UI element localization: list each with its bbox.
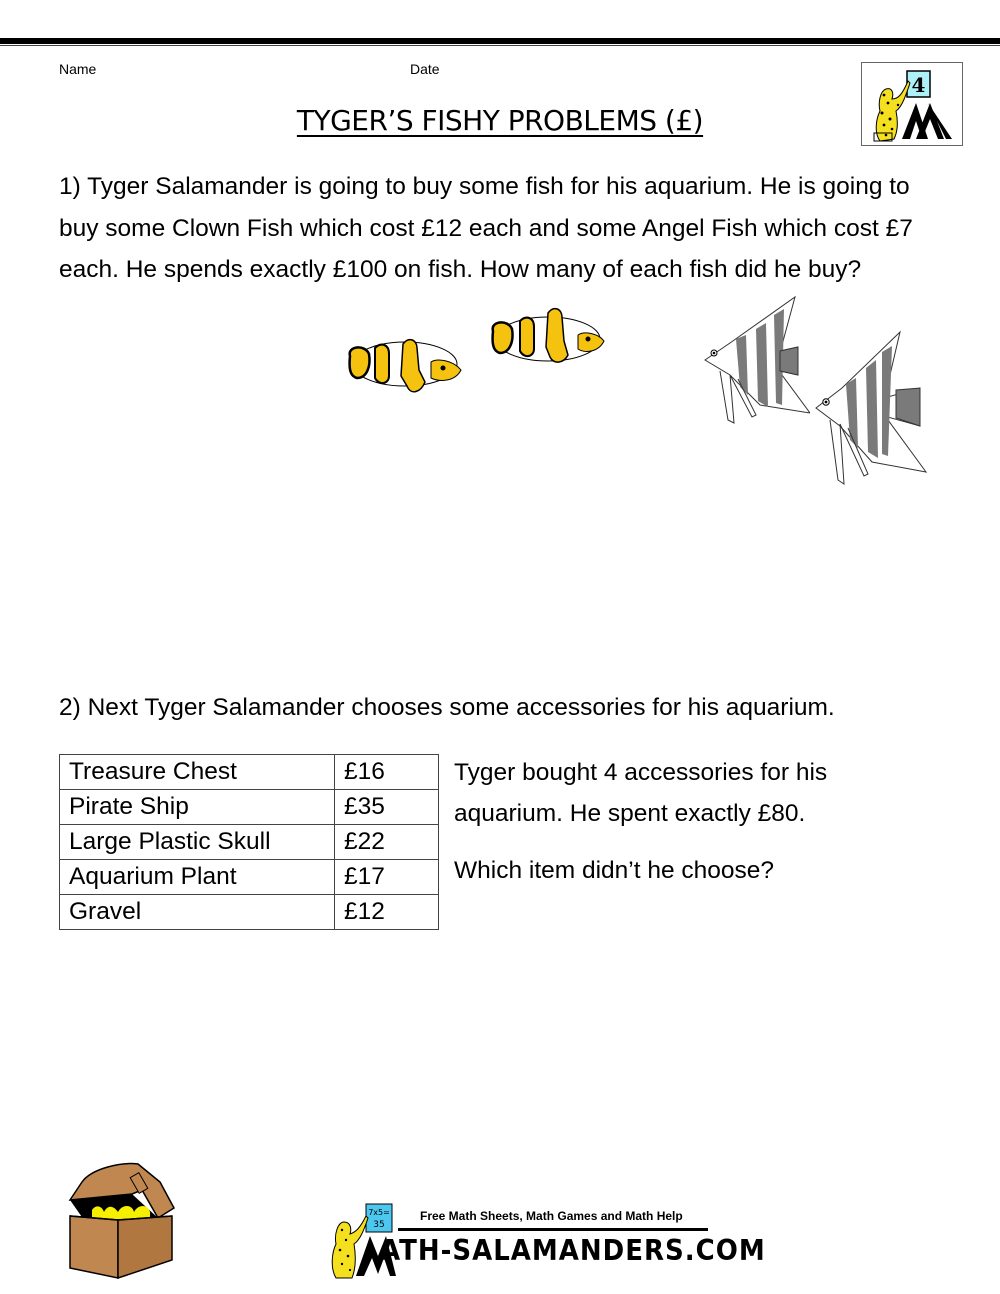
treasure-chest-icon [62, 1160, 182, 1280]
angel-fish-icon [812, 330, 932, 490]
board-answer: 35 [373, 1220, 385, 1230]
angel-fish-icon [700, 295, 810, 435]
table-row [60, 860, 439, 895]
footer-rule [398, 1228, 708, 1231]
problem-1-text: 1) Tyger Salamander is going to buy some fish for his aquarium. He is going to buy some Clown Fish which cost £12 each and some Angel Fish which cost £7 each. He spends exactly £100 on fish. How many of each fish did he buy? [59, 173, 913, 283]
footer-tagline: Free Math Sheets, Math Games and Math Help [420, 1209, 683, 1223]
page-title [0, 104, 1000, 137]
grade-number: 4 [911, 73, 926, 97]
accessories-table [59, 754, 439, 930]
salamander-easel-icon [862, 63, 962, 145]
item-price: £16 [335, 755, 439, 790]
grade-logo [861, 62, 963, 146]
item-price: £35 [335, 790, 439, 825]
item-name: Gravel [60, 895, 335, 930]
problem-2-statement: Tyger bought 4 accessories for his aquarium. He spent exactly £80. [454, 759, 828, 827]
footer-site-name[interactable]: ATH-SALAMANDERS.COM [380, 1234, 766, 1268]
clown-fish-icon [488, 303, 608, 378]
date-label: Date [410, 61, 440, 77]
header-rule [0, 38, 1000, 46]
name-label: Name [59, 61, 97, 77]
item-price: £22 [335, 825, 439, 860]
page-title-text: TYGER’S FISHY PROBLEMS (£) [296, 104, 704, 137]
table-row [60, 790, 439, 825]
clown-fish-icon [345, 326, 465, 401]
problem-2-details [454, 752, 894, 891]
table-row [60, 825, 439, 860]
table-row [60, 895, 439, 930]
item-name: Aquarium Plant [60, 860, 335, 895]
item-name: Large Plastic Skull [60, 825, 335, 860]
board-equation: 7x5= [368, 1208, 390, 1217]
item-price: £17 [335, 860, 439, 895]
problem-2-question: Which item didn’t he choose? [454, 857, 775, 884]
problem-2-intro: 2) Next Tyger Salamander chooses some accessories for his aquarium. [59, 694, 835, 721]
item-name: Treasure Chest [60, 755, 335, 790]
item-name: Pirate Ship [60, 790, 335, 825]
item-price: £12 [335, 895, 439, 930]
table-row [60, 755, 439, 790]
